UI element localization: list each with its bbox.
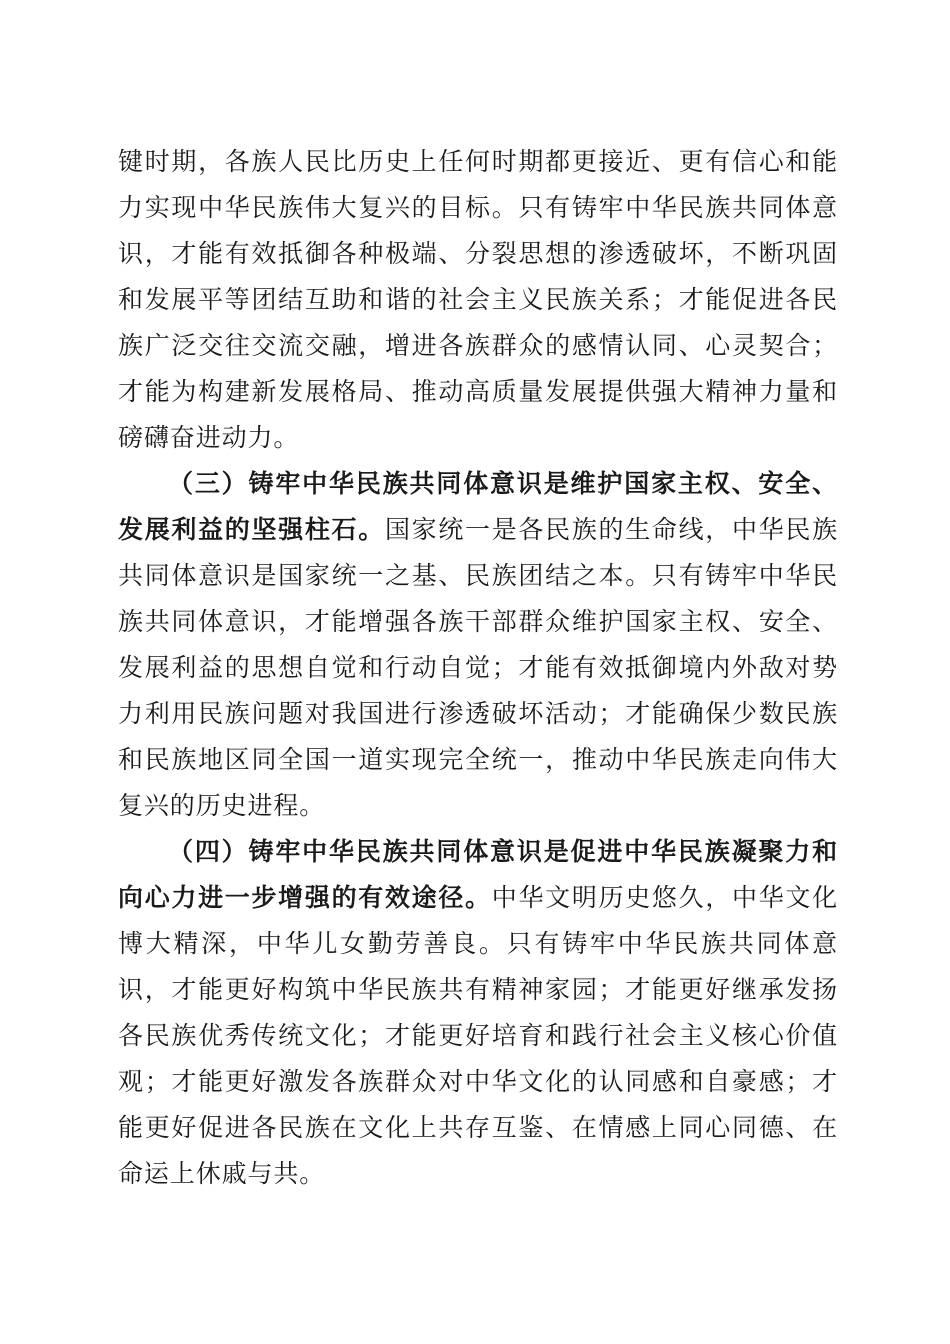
- paragraph-section-4: [118, 829, 838, 1197]
- paragraph-section-3: [118, 461, 838, 829]
- paragraph-body: 国家统一是各民族的生命线，中华民族共同体意识是国家统一之基、民族团结之本。只有铸牢中华民族共同体意识，才能增强各族干部群众维护国家主权、安全、发展利益的思想自觉和行动自觉；才能有效抵御境内外敌对势力利用民族问题对我国进行渗透破坏活动；才能确保少数民族和民族地区同全国一道实现完全统一，推动中华民族走向伟大复兴的历史进程。: [118, 515, 838, 820]
- paragraph-heading: （三）铸牢中华民族共同体意识是维护国家主权、安全、发展利益的坚强柱石。: [118, 469, 838, 544]
- paragraph-heading: （四）铸牢中华民族共同体意识是促进中华民族凝聚力和向心力进一步增强的有效途径。: [118, 837, 838, 912]
- paragraph-body: 中华文明历史悠久，中华文化博大精深，中华儿女勤劳善良。只有铸牢中华民族共同体意识，才能更好构筑中华民族共有精神家园；才能更好继承发扬各民族优秀传统文化；才能更好培育和践行社会主义核心价值观；才能更好激发各族群众对中华文化的认同感和自豪感；才能更好促进各民族在文化上共存互鉴、在情感上同心同德、在命运上休戚与共。: [118, 883, 838, 1188]
- document-body: [118, 139, 838, 1197]
- paragraph-continuation: [118, 139, 838, 461]
- paragraph-body: 键时期，各族人民比历史上任何时期都更接近、更有信心和能力实现中华民族伟大复兴的目标。只有铸牢中华民族共同体意识，才能有效抵御各种极端、分裂思想的渗透破坏，不断巩固和发展平等团结互助和谐的社会主义民族关系；才能促进各民族广泛交往交流交融，增进各族群众的感情认同、心灵契合；才能为构建新发展格局、推动高质量发展提供强大精神力量和磅礴奋进动力。: [118, 147, 838, 452]
